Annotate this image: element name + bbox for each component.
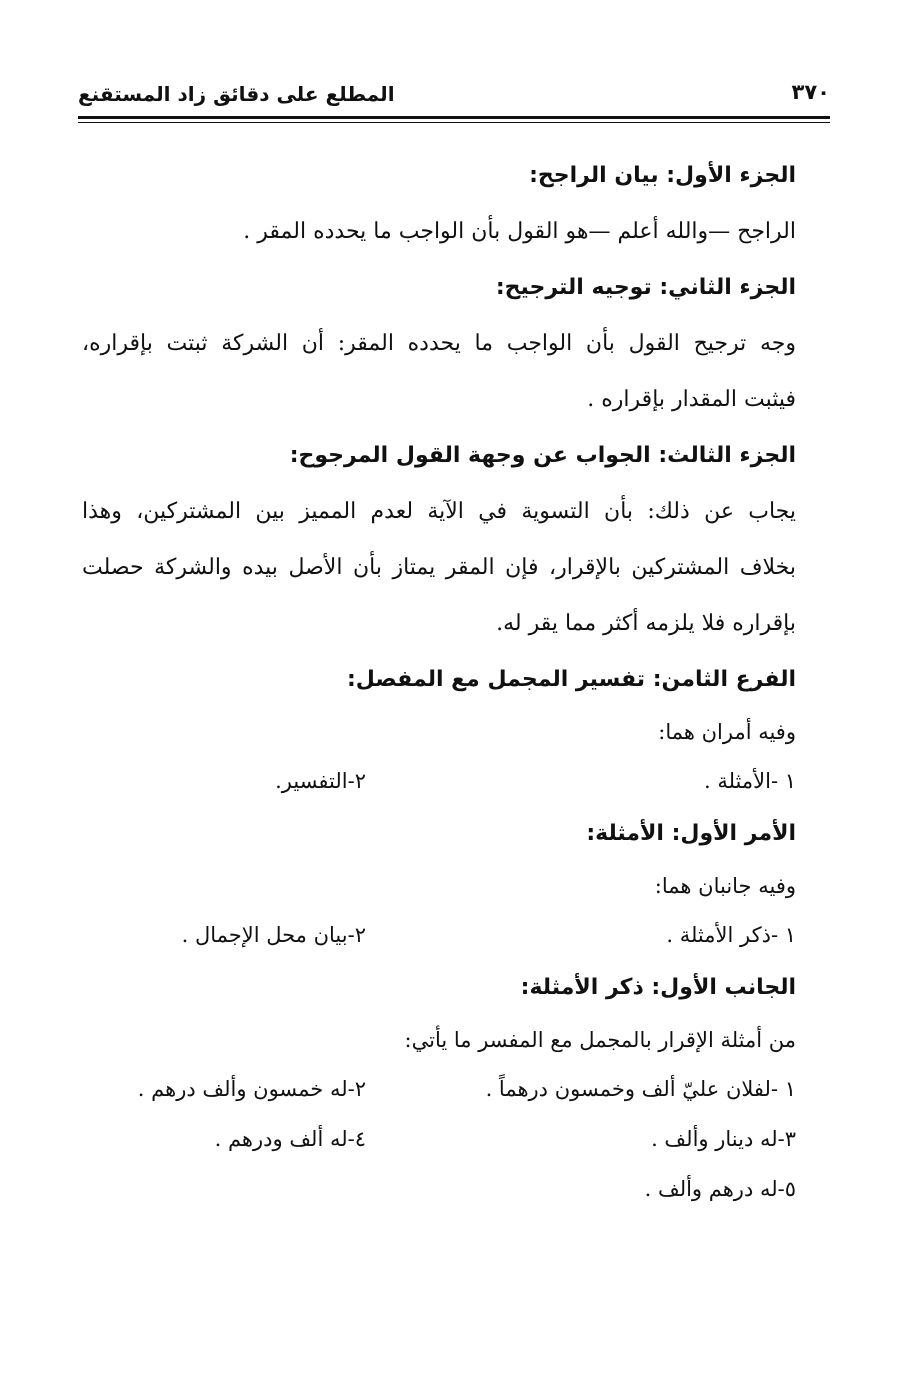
examples-row-2 [82, 1114, 796, 1164]
matter1-intro: وفيه جانبان هما: [654, 874, 796, 898]
branch8-item-2: ٢-التفسير. [275, 769, 366, 793]
example-5: ٥-له درهم وألف . [644, 1177, 796, 1201]
part3-heading: الجزء الثالث: الجواب عن وجهة القول المرجوح: [289, 443, 796, 468]
example-4: ٤-له ألف ودرهم . [214, 1127, 366, 1151]
page-body [82, 148, 796, 1214]
matter1-item-2: ٢-بيان محل الإجمال . [181, 923, 366, 947]
side1-intro: من أمثلة الإقرار بالمجمل مع المفسر ما يأتي: [404, 1028, 796, 1052]
examples-row-1 [82, 1064, 796, 1114]
matter1-item-1: ١ -ذكر الأمثلة . [666, 923, 796, 947]
matter1-heading: الأمر الأول: الأمثلة: [586, 821, 796, 846]
examples-row-3 [82, 1164, 796, 1214]
part3-line-3: بإقراره فلا يلزمه أكثر مما يقر له. [496, 611, 796, 636]
example-2: ٢-له خمسون وألف درهم . [137, 1077, 366, 1101]
matter1-items [82, 910, 796, 960]
part3-line-1: يجاب عن ذلك: بأن التسوية في الآية لعدم المميز بين المشتركين، وهذا [82, 499, 796, 524]
part1-heading: الجزء الأول: بيان الراجح: [529, 163, 796, 188]
example-3: ٣-له دينار وألف . [651, 1127, 796, 1151]
book-title: المطلع على دقائق زاد المستقنع [78, 82, 395, 106]
header-rule-thick [78, 116, 830, 119]
part2-heading: الجزء الثاني: توجيه الترجيح: [495, 275, 796, 300]
header-rule-thin [78, 122, 830, 123]
page-number: ٣٧٠ [791, 80, 830, 104]
example-1: ١ -لفلان عليّ ألف وخمسون درهماً . [485, 1077, 796, 1101]
side1-heading: الجانب الأول: ذكر الأمثلة: [520, 975, 796, 1000]
part2-line-1: وجه ترجيح القول بأن الواجب ما يحدده المقر: أن الشركة ثبتت بإقراره، [82, 331, 796, 356]
branch8-items [82, 756, 796, 806]
part2-line-2: فيثبت المقدار بإقراره . [587, 387, 796, 412]
running-header [78, 74, 830, 114]
part1-text: الراجح —والله أعلم —هو القول بأن الواجب ما يحدده المقر . [243, 219, 796, 244]
branch8-item-1: ١ -الأمثلة . [703, 769, 796, 793]
branch8-heading: الفرع الثامن: تفسير المجمل مع المفصل: [347, 667, 796, 692]
branch8-intro: وفيه أمران هما: [658, 720, 796, 744]
part3-line-2: بخلاف المشتركين بالإقرار، فإن المقر يمتاز بأن الأصل بيده والشركة حصلت [82, 555, 796, 580]
